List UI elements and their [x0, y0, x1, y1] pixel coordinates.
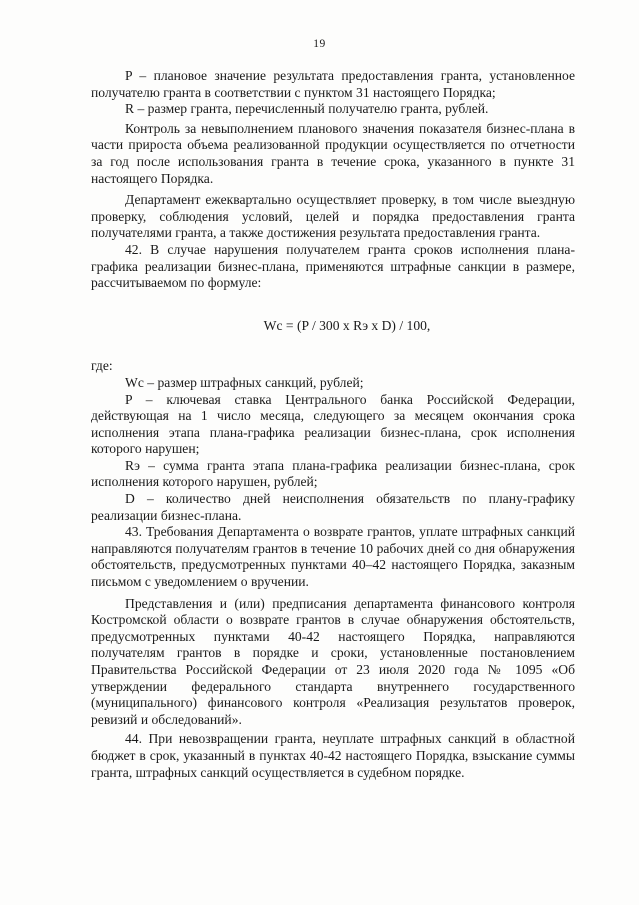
- paragraph-control: Контроль за невыполнением планового значения показателя бизнес-плана в части прироста объема реализованной продукции осуществляется по отчетности за год после использования гранта в течение срока, указанного в пункте 31 настоящего Порядка.: [91, 120, 575, 186]
- paragraph-item-44: 44. При невозвращении гранта, неуплате штрафных санкций в областной бюджет в срок, указанный в пунктах 40-42 настоящего Порядка, взыскание суммы гранта, штрафных санкций осуществляется в судебном порядке.: [91, 731, 575, 780]
- document-body: [91, 68, 575, 781]
- paragraph-key-rate-definition: P – ключевая ставка Центрального банка Российской Федерации, действующая на 1 число месяца, следующего за месяцем окончания срока исполнения этапа плана-графика реализации бизнес-плана, срок исполнения которого нарушен;: [91, 391, 575, 457]
- penalty-formula: Wc = (P / 300 x Rэ x D) / 100,: [263, 317, 431, 333]
- paragraph-item-43: 43. Требования Департамента о возврате грантов, уплате штрафных санкций направляются получателям грантов в течение 10 рабочих дней со дня обнаружения обстоятельств, предусмотренных пунктами 40–42 настоящего Порядка, заказным письмом с уведомлением о вручении.: [91, 524, 575, 590]
- paragraph-fin-control: Представления и (или) предписания департамента финансового контроля Костромской области о возврате грантов в случае обнаружения обстоятельств, предусмотренных пунктами 40-42 настоящего Порядка, направляются получателям грантов в порядке и сроки, установленные постановлением Правительства Российской Федерации от 23 июля 2020 года № 1095 «Об утверждении федерального стандарта внутреннего государственного (муниципального) финансового контроля «Реализация результатов проверок, ревизий и обследований».: [91, 595, 575, 727]
- paragraph-department-check: Департамент ежеквартально осуществляет проверку, в том числе выездную проверку, соблюдения условий, целей и порядка предоставления гранта получателями гранта, а также достижения результата предоставления гранта.: [91, 192, 575, 241]
- paragraph-p-definition: P – плановое значение результата предоставления гранта, установленное получателю гранта в соответствии с пунктом 31 настоящего Порядка;: [91, 68, 575, 100]
- paragraph-where: где:: [91, 358, 113, 374]
- paragraph-d-definition: D – количество дней неисполнения обязательств по плану-графику реализации бизнес-плана.: [91, 491, 575, 523]
- paragraph-re-definition: Rэ – сумма гранта этапа плана-графика реализации бизнес-плана, срок исполнения которого нарушен, рублей;: [91, 457, 575, 490]
- paragraph-wc-definition: Wc – размер штрафных санкций, рублей;: [125, 374, 364, 390]
- paragraph-item-42: 42. В случае нарушения получателем гранта сроков исполнения плана-графика реализации бизнес-плана, применяются штрафные санкции в размере, рассчитываемом по формуле:: [91, 241, 575, 291]
- page-number: 19: [313, 38, 326, 50]
- paragraph-r-definition: R – размер гранта, перечисленный получателю гранта, рублей.: [125, 101, 489, 117]
